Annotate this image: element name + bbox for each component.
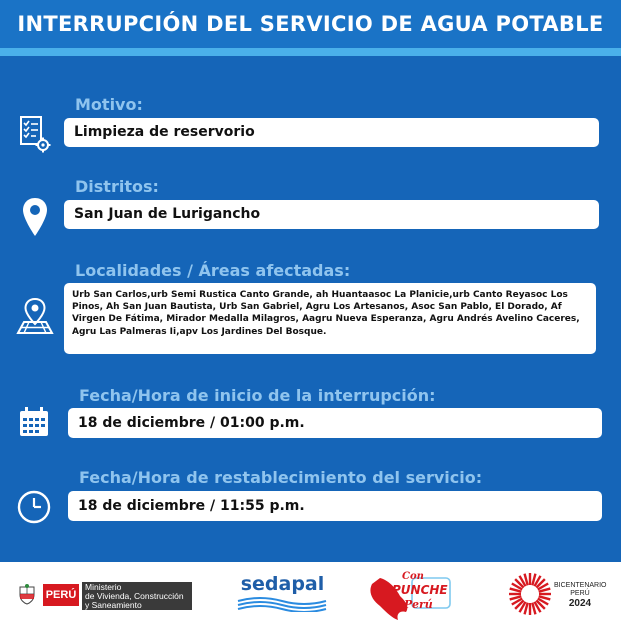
restablecimiento-label: Fecha/Hora de restablecimiento del servicio: — [79, 468, 483, 487]
distritos-label: Distritos: — [75, 177, 159, 196]
punche-peru-text: Perú — [404, 598, 433, 611]
inicio-value: 18 de diciembre / 01:00 p.m. — [68, 408, 602, 438]
bicentenario-line-3: 2024 — [568, 598, 592, 609]
header-bar — [0, 0, 621, 48]
clock-icon — [16, 489, 52, 525]
motivo-value: Limpieza de reservorio — [64, 118, 599, 147]
punche-main-text: PUNCHE — [392, 583, 448, 597]
punche-con-text: Con — [402, 571, 424, 582]
ministerio-text — [82, 582, 192, 610]
peru-badge — [43, 584, 79, 606]
restablecimiento-value: 18 de diciembre / 11:55 p.m. — [68, 491, 602, 521]
calendar-icon — [18, 406, 50, 438]
footer — [0, 562, 621, 627]
map-location-icon — [16, 296, 54, 336]
ministerio-line-2: de Vivienda, Construcción — [85, 591, 184, 601]
location-pin-icon — [21, 196, 49, 238]
localidades-value: Urb San Carlos,urb Semi Rustica Canto Grande, ah Huantaasoc La Planicie,urb Canto Reyasoc Los Pinos, Ah San Juan Bautista, Urb San Gabriel, Agru Los Artesanos, Asoc San Pablo, El Dorado, Af Virgen De Fátima, Mirador Medalla Milagros, Aagru Nueva Esperanza, Agru Andrés Avelino Caceres, Agru Las Palmeras Ii,apv Los Jardines Del Bosque. — [64, 283, 596, 354]
distritos-value: San Juan de Lurigancho — [64, 200, 599, 229]
checklist-gear-icon — [18, 114, 52, 154]
peru-badge-text: PERÚ — [45, 589, 77, 601]
page-title: INTERRUPCIÓN DEL SERVICIO DE AGUA POTABLE — [17, 12, 604, 36]
ministerio-line-1: Ministerio — [85, 582, 122, 592]
bicentenario-line-2: PERÚ — [570, 590, 590, 597]
motivo-label: Motivo: — [75, 95, 143, 114]
ministerio-line-3: y Saneamiento — [85, 600, 142, 610]
localidades-label: Localidades / Áreas afectadas: — [75, 261, 351, 280]
bicentenario-text — [554, 582, 606, 609]
sedapal-waves-icon — [236, 596, 328, 612]
inicio-label: Fecha/Hora de inicio de la interrupción: — [79, 386, 436, 405]
peru-coat-of-arms-icon — [15, 583, 39, 607]
bicentenario-emblem-icon — [508, 572, 552, 616]
header-stripe — [0, 48, 621, 56]
bicentenario-line-1: BICENTENARIO — [554, 582, 607, 589]
sedapal-logo-text: sedapal — [240, 573, 325, 595]
